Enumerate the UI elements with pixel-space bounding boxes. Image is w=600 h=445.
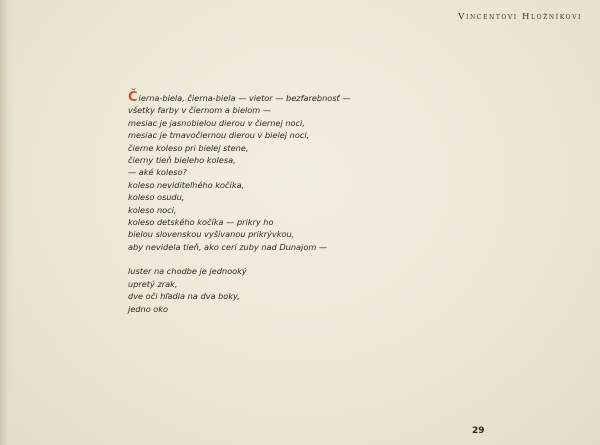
binding-edge	[0, 0, 14, 445]
poem-line: čierne koleso pri bielej stene,	[128, 142, 249, 153]
poem-line: aby nevidela tieň, ako cerí zuby nad Dunajom —	[128, 241, 328, 252]
poem-line: dve oči hľadia na dva boky,	[128, 291, 240, 302]
running-header: Vincentovi Hložníkovi	[458, 12, 582, 22]
page-number: 29	[472, 426, 485, 436]
poem-line: koleso neviditeľného kočíka,	[128, 179, 245, 190]
poem-line: upretý zrak,	[128, 278, 178, 289]
poem-line: jedno oko	[128, 303, 169, 314]
poem-body	[128, 92, 351, 315]
poem-line: mesiac je tmavočiernou dierou v bielej noci,	[128, 130, 310, 141]
poem-line-text: ierna-biela, čierna-biela — vietor — bezfarebnosť —	[138, 93, 351, 103]
poem-line: všetky farby v čiernom a bielom —	[128, 105, 272, 116]
poem-line: — aké koleso?	[128, 167, 187, 178]
drop-cap: Č	[128, 90, 138, 105]
poem-line: koleso noci,	[128, 204, 177, 215]
poem-line: mesiac je jasnobielou dierou v čiernej noci,	[128, 117, 305, 128]
stanza-break	[128, 253, 351, 265]
poem-line: koleso osudu,	[128, 192, 185, 203]
poem-line: čierny tieň bieleho kolesa,	[128, 155, 236, 166]
poem-line: luster na chodbe je jednooký	[128, 266, 247, 277]
poem-line: koleso detského kočíka — prikry ho	[128, 217, 274, 228]
poem-line: bielou slovenskou vyšívanou prikrývkou,	[128, 229, 295, 240]
poem-line	[128, 92, 351, 104]
